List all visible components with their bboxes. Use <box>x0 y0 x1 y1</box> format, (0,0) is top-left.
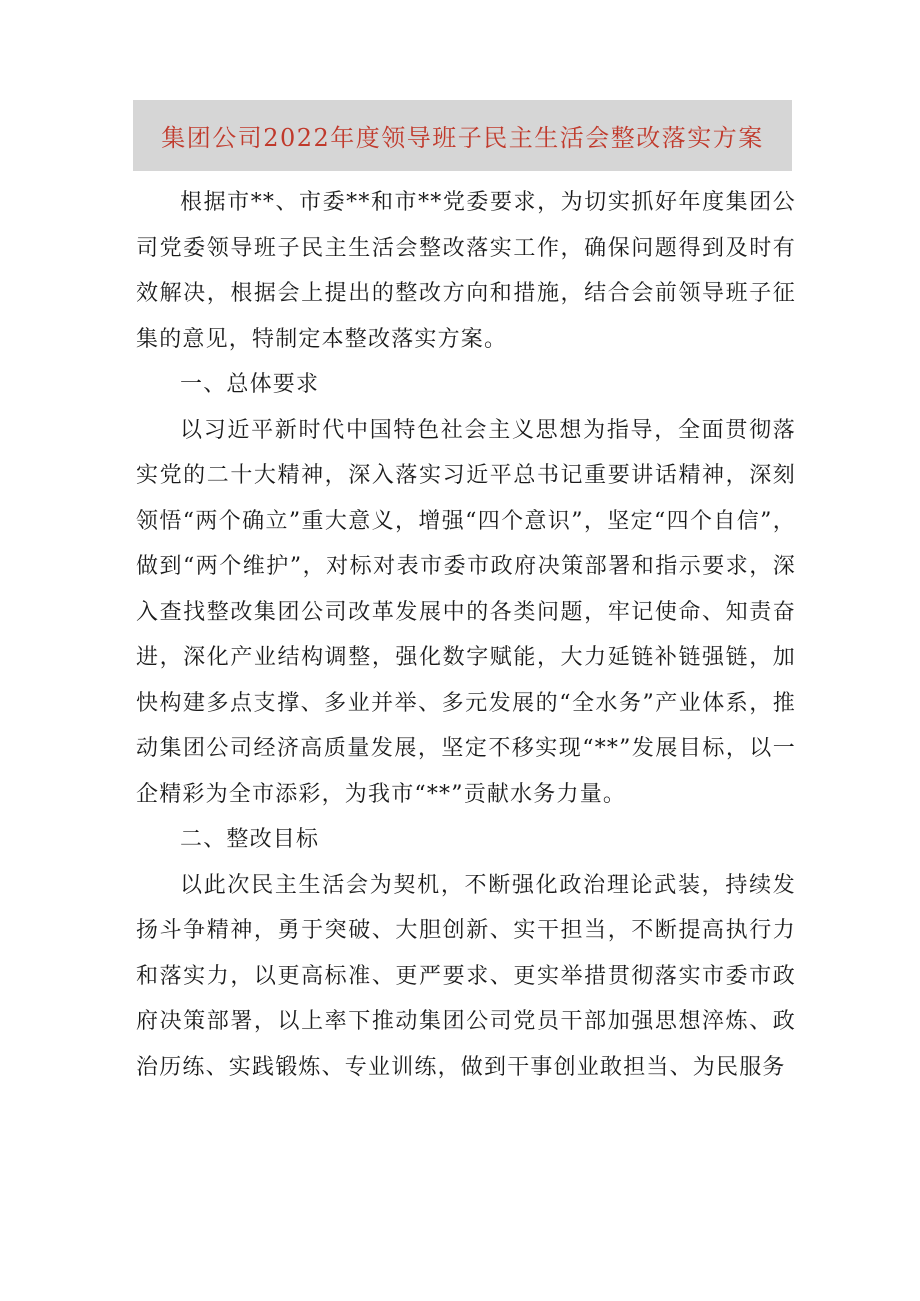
section-heading-rectification-goals: 二、整改目标 <box>180 827 320 852</box>
document-title: 集团公司2022年度领导班子民主生活会整改落实方案 <box>161 124 764 152</box>
title-banner <box>133 100 792 171</box>
intro-paragraph: 根据市**、市委**和市**党委要求，为切实抓好年度集团公司党委领导班子民主生活会整改落实工作，确保问题得到及时有效解决，根据会上提出的整改方向和措施，结合会前领导班子征集的意见，特制定本整改落实方案。 <box>136 190 796 352</box>
document-body <box>136 180 796 1090</box>
section-body-rectification-goals: 以此次民主生活会为契机，不断强化政治理论武装，持续发扬斗争精神，勇于突破、大胆创新、实干担当，不断提高执行力和落实力，以更高标准、更严要求、更实举措贯彻落实市委市政府决策部署，以上率下推动集团公司党员干部加强思想淬炼、政治历练、实践锻炼、专业训练，做到干事创业敢担当、为民服务 <box>136 872 796 1080</box>
section-body-general-requirements: 以习近平新时代中国特色社会主义思想为指导，全面贯彻落实党的二十大精神，深入落实习近平总书记重要讲话精神，深刻领悟“两个确立”重大意义，增强“四个意识”，坚定“四个自信”，做到“两个维护”，对标对表市委市政府决策部署和指示要求，深入查找整改集团公司改革发展中的各类问题，牢记使命、知责奋进，深化产业结构调整，强化数字赋能，大力延链补链强链，加快构建多点支撑、多业并举、多元发展的“全水务”产业体系，推动集团公司经济高质量发展，坚定不移实现“**”发展目标，以一企精彩为全市添彩，为我市“**”贡献水务力量。 <box>136 417 796 807</box>
section-heading-general-requirements: 一、总体要求 <box>180 372 320 397</box>
